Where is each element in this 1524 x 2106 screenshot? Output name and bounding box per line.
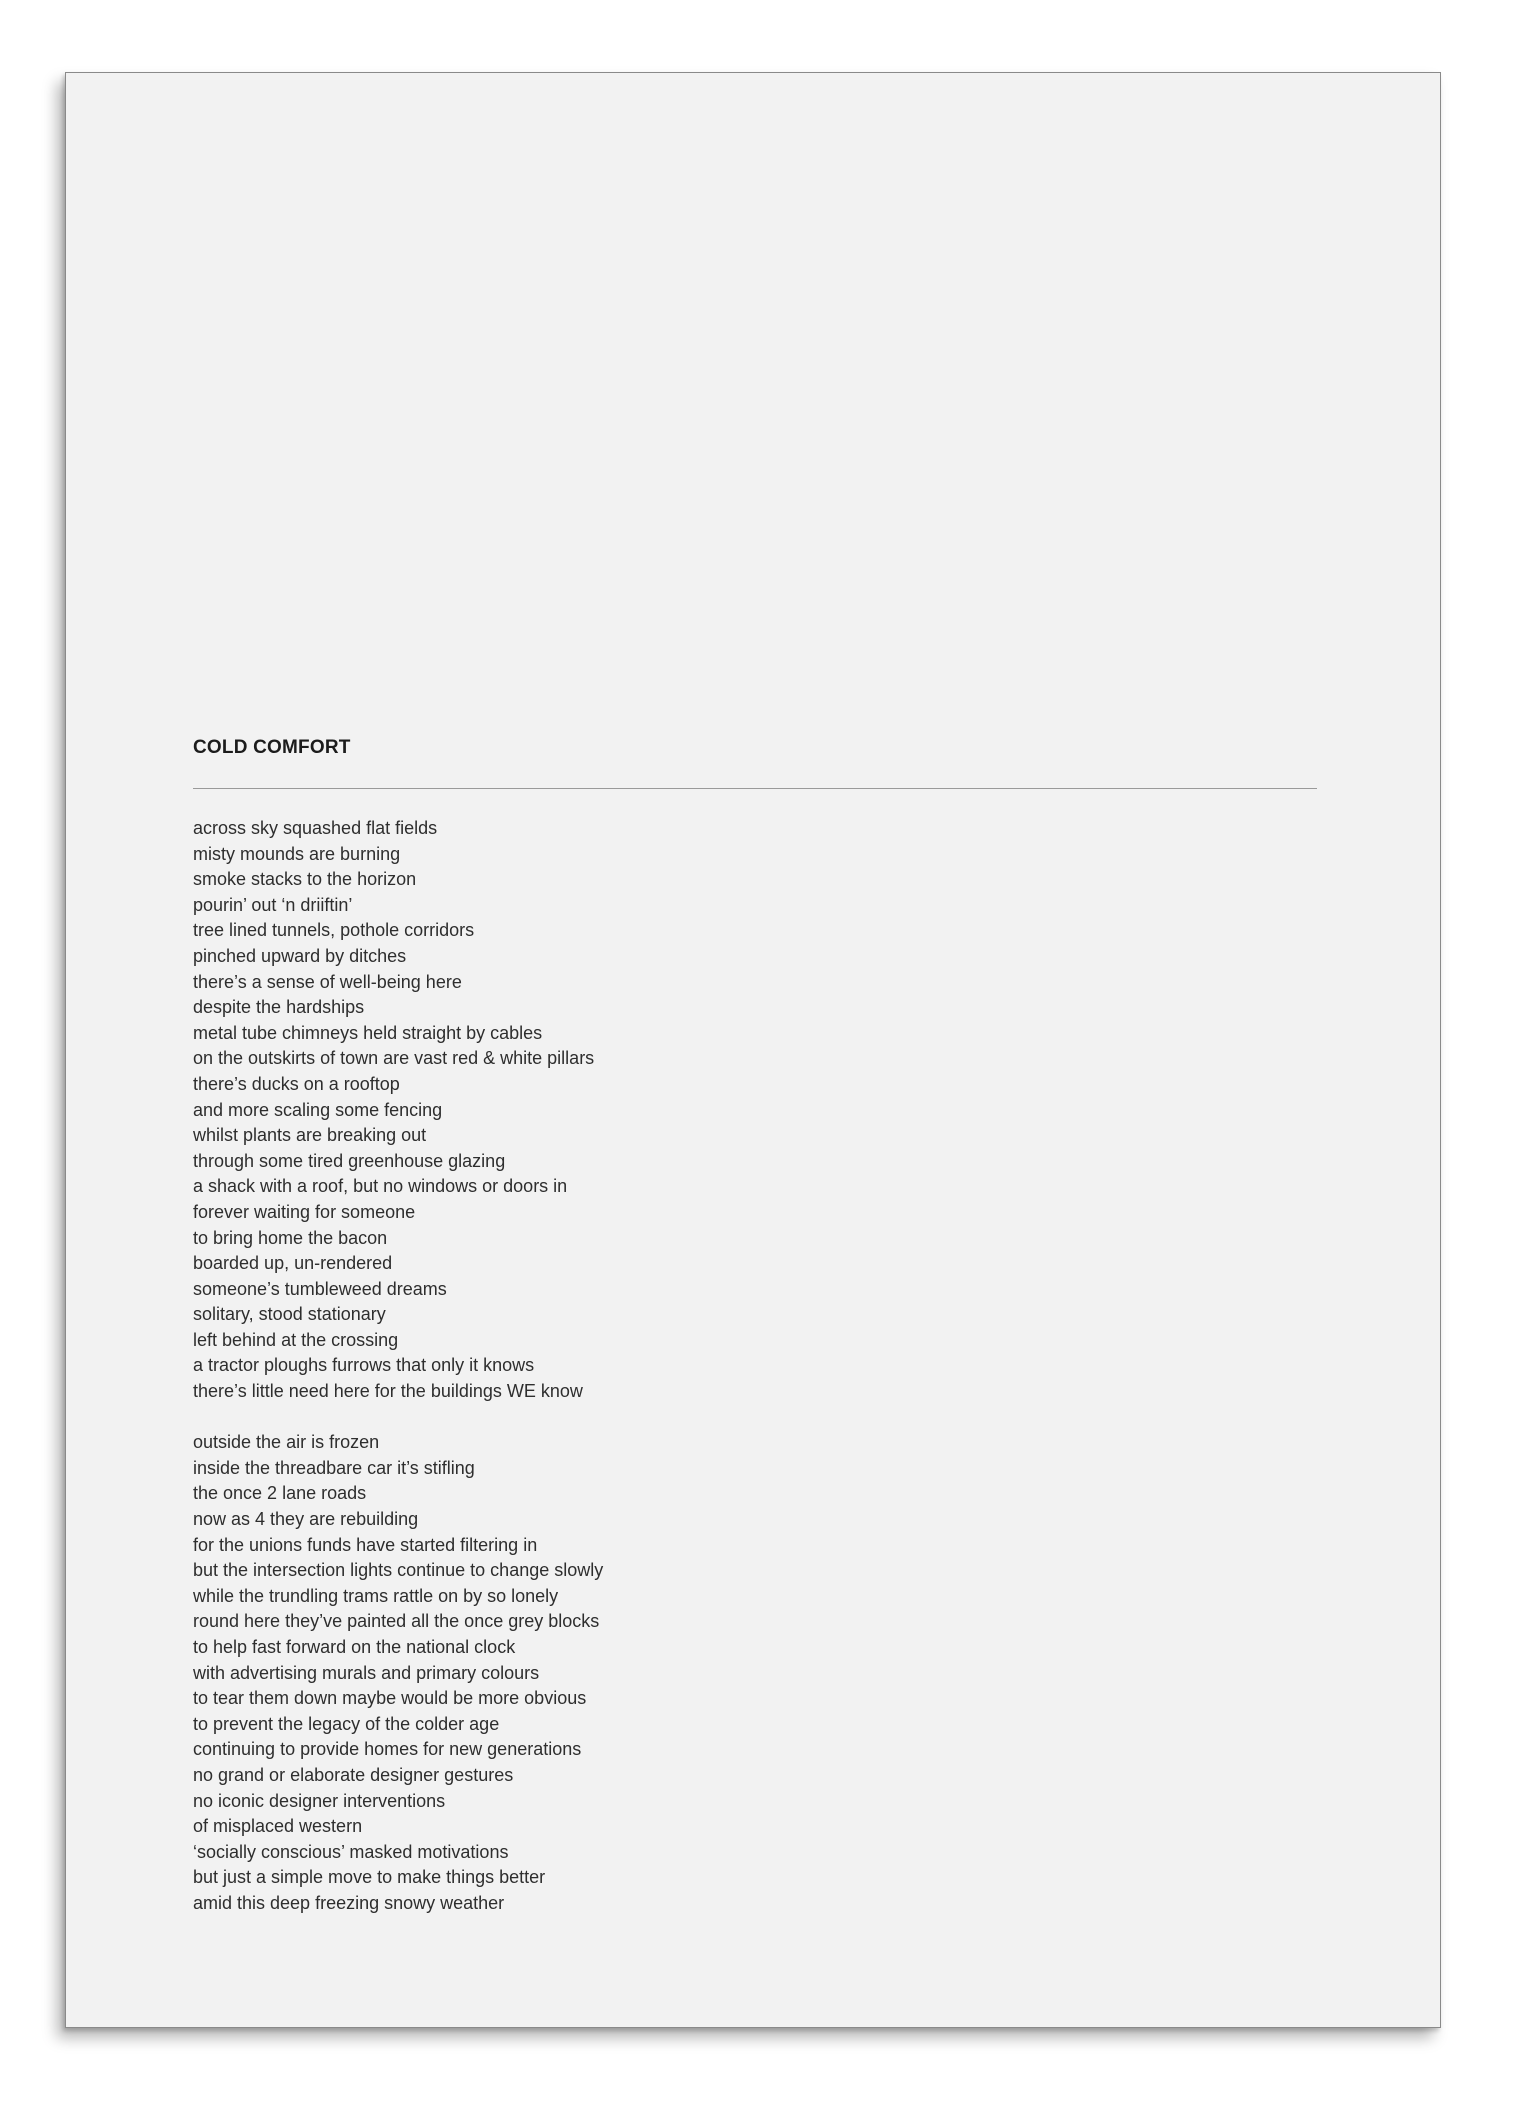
poem-line: a tractor ploughs furrows that only it knows: [193, 1355, 535, 1376]
poem-line: but the intersection lights continue to change slowly: [193, 1560, 604, 1581]
poem-line: across sky squashed flat fields: [193, 818, 438, 838]
poem-line: of misplaced western: [193, 1816, 363, 1837]
poem-line: while the trundling trams rattle on by so lonely: [193, 1585, 559, 1606]
poem-line: pourin’ out ‘n driiftin’: [193, 894, 353, 915]
poem-stanza: [193, 816, 603, 1405]
poem-line: the once 2 lane roads: [193, 1483, 367, 1504]
poem-line: with advertising murals and primary colours: [193, 1662, 540, 1683]
poem-line: someone’s tumbleweed dreams: [193, 1278, 447, 1299]
poem-line: inside the threadbare car it’s stifling: [193, 1457, 475, 1478]
poem-body: [193, 816, 603, 1942]
poem-line: for the unions funds have started filtering in: [193, 1534, 538, 1555]
poem-line: continuing to provide homes for new generations: [193, 1739, 582, 1760]
poem-stanza: [193, 1430, 603, 1916]
poem-line: tree lined tunnels, pothole corridors: [193, 920, 475, 941]
poem-line: misty mounds are burning: [193, 843, 401, 864]
poem-line: pinched upward by ditches: [193, 945, 407, 966]
poem-line: a shack with a roof, but no windows or doors in: [193, 1176, 568, 1197]
poem-line: there’s little need here for the buildings WE know: [193, 1381, 583, 1402]
poem-line: to prevent the legacy of the colder age: [193, 1713, 500, 1734]
poem-line: outside the air is frozen: [193, 1432, 380, 1453]
poem-line: there’s a sense of well-being here: [193, 971, 462, 992]
poem-line: to bring home the bacon: [193, 1227, 388, 1248]
poem-line: through some tired greenhouse glazing: [193, 1150, 506, 1171]
poem-line: despite the hardships: [193, 997, 365, 1018]
poem-line: whilst plants are breaking out: [193, 1125, 427, 1146]
poem-line: forever waiting for someone: [193, 1201, 416, 1222]
poem-line: to help fast forward on the national clock: [193, 1637, 516, 1657]
poem-line: round here they’ve painted all the once grey blocks: [193, 1611, 600, 1632]
poem-line: solitary, stood stationary: [193, 1304, 386, 1325]
poem-line: and more scaling some fencing: [193, 1099, 443, 1120]
poem-line: no grand or elaborate designer gestures: [193, 1764, 514, 1785]
poem-line: now as 4 they are rebuilding: [193, 1509, 419, 1530]
poem-line: to tear them down maybe would be more obvious: [193, 1688, 587, 1709]
poem-line: boarded up, un-rendered: [193, 1253, 393, 1274]
poem-line: on the outskirts of town are vast red & white pillars: [193, 1048, 595, 1069]
poem-line: left behind at the crossing: [193, 1329, 399, 1350]
poem-title: COLD COMFORT: [193, 737, 351, 758]
poem-line: metal tube chimneys held straight by cables: [193, 1022, 543, 1043]
poem-line: smoke stacks to the horizon: [193, 869, 417, 890]
poem-sheet: [65, 72, 1441, 2028]
title-divider: [193, 788, 1317, 789]
poem-line: no iconic designer interventions: [193, 1790, 446, 1811]
poem-line: ‘socially conscious’ masked motivations: [193, 1841, 509, 1862]
poem-line: amid this deep freezing snowy weather: [193, 1892, 505, 1913]
poem-line: but just a simple move to make things better: [193, 1867, 546, 1888]
poem-line: there’s ducks on a rooftop: [193, 1073, 400, 1094]
